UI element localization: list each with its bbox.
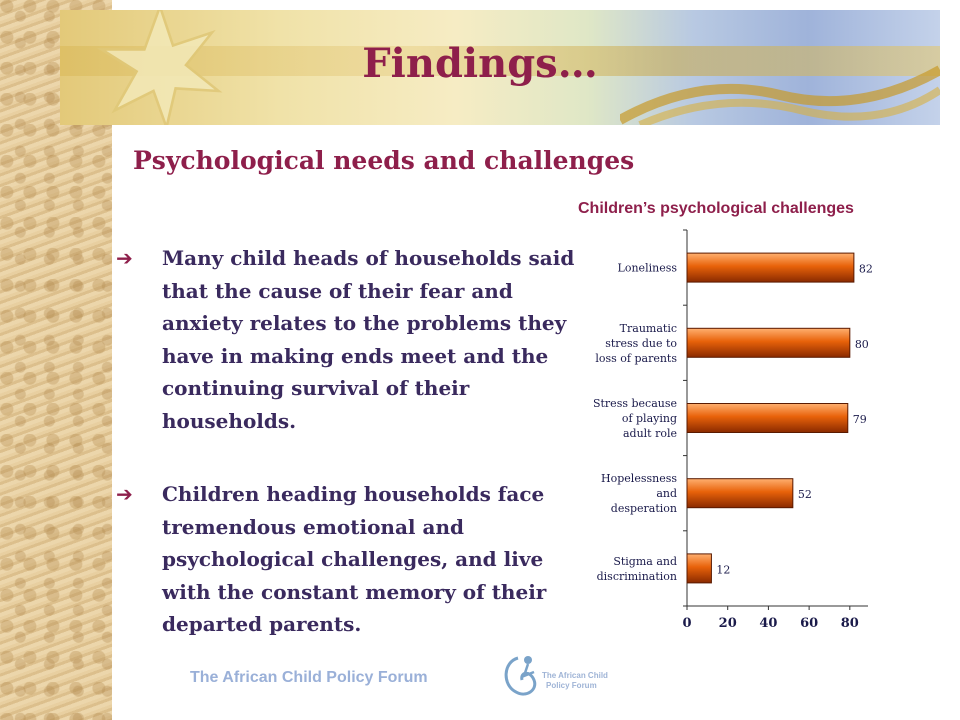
bar: [687, 479, 793, 508]
x-tick-label: 0: [682, 616, 692, 630]
category-label: Loneliness: [617, 261, 677, 275]
x-tick-label: 60: [800, 616, 819, 630]
x-tick-label: 20: [718, 616, 737, 630]
arrow-bullet-icon: ➔: [116, 482, 133, 506]
category-label: Stress because: [592, 397, 677, 410]
svg-text:The African Child: The African Child: [542, 671, 608, 680]
bullet-item: [116, 478, 576, 641]
x-tick-label: 80: [840, 616, 859, 630]
x-tick-label: 40: [759, 616, 778, 630]
data-label: 52: [797, 488, 812, 502]
category-label: desperation: [610, 502, 677, 516]
data-label: 82: [858, 262, 873, 276]
category-label: discrimination: [596, 569, 677, 583]
data-label: 12: [716, 563, 731, 577]
svg-text:Policy Forum: Policy Forum: [546, 681, 597, 690]
category-label: Stigma and: [613, 554, 677, 568]
organization-logo: [498, 650, 628, 705]
chart-title: Children’s psychological challenges: [578, 200, 854, 217]
bullet-text: Children heading households face tremendous emotional and psychological challenges, and live with the constant memory of their departed parents.: [162, 482, 547, 636]
category-label: adult role: [622, 427, 677, 440]
page-title: Findings…: [362, 40, 598, 87]
section-subtitle: Psychological needs and challenges: [133, 146, 635, 175]
category-label: loss of parents: [595, 351, 677, 365]
bar: [687, 404, 848, 433]
bar: [687, 328, 850, 357]
arrow-bullet-icon: ➔: [116, 246, 133, 270]
category-label: Hopelessness: [601, 472, 677, 486]
category-label: of playing: [621, 412, 677, 425]
category-label: stress due to: [605, 336, 677, 350]
bullet-item: [116, 242, 576, 437]
data-label: 80: [854, 337, 869, 351]
bar-chart: [560, 220, 890, 630]
data-label: 79: [852, 413, 867, 426]
bar: [687, 253, 854, 282]
bullet-text: Many child heads of households said that the cause of their fear and anxiety relates to the problems they have in making ends meet and the continuing survival of their households.: [162, 246, 575, 433]
bar: [687, 554, 711, 583]
footer-organization: The African Child Policy Forum: [190, 669, 428, 686]
category-label: and: [656, 487, 677, 501]
category-label: Traumatic: [619, 321, 677, 335]
